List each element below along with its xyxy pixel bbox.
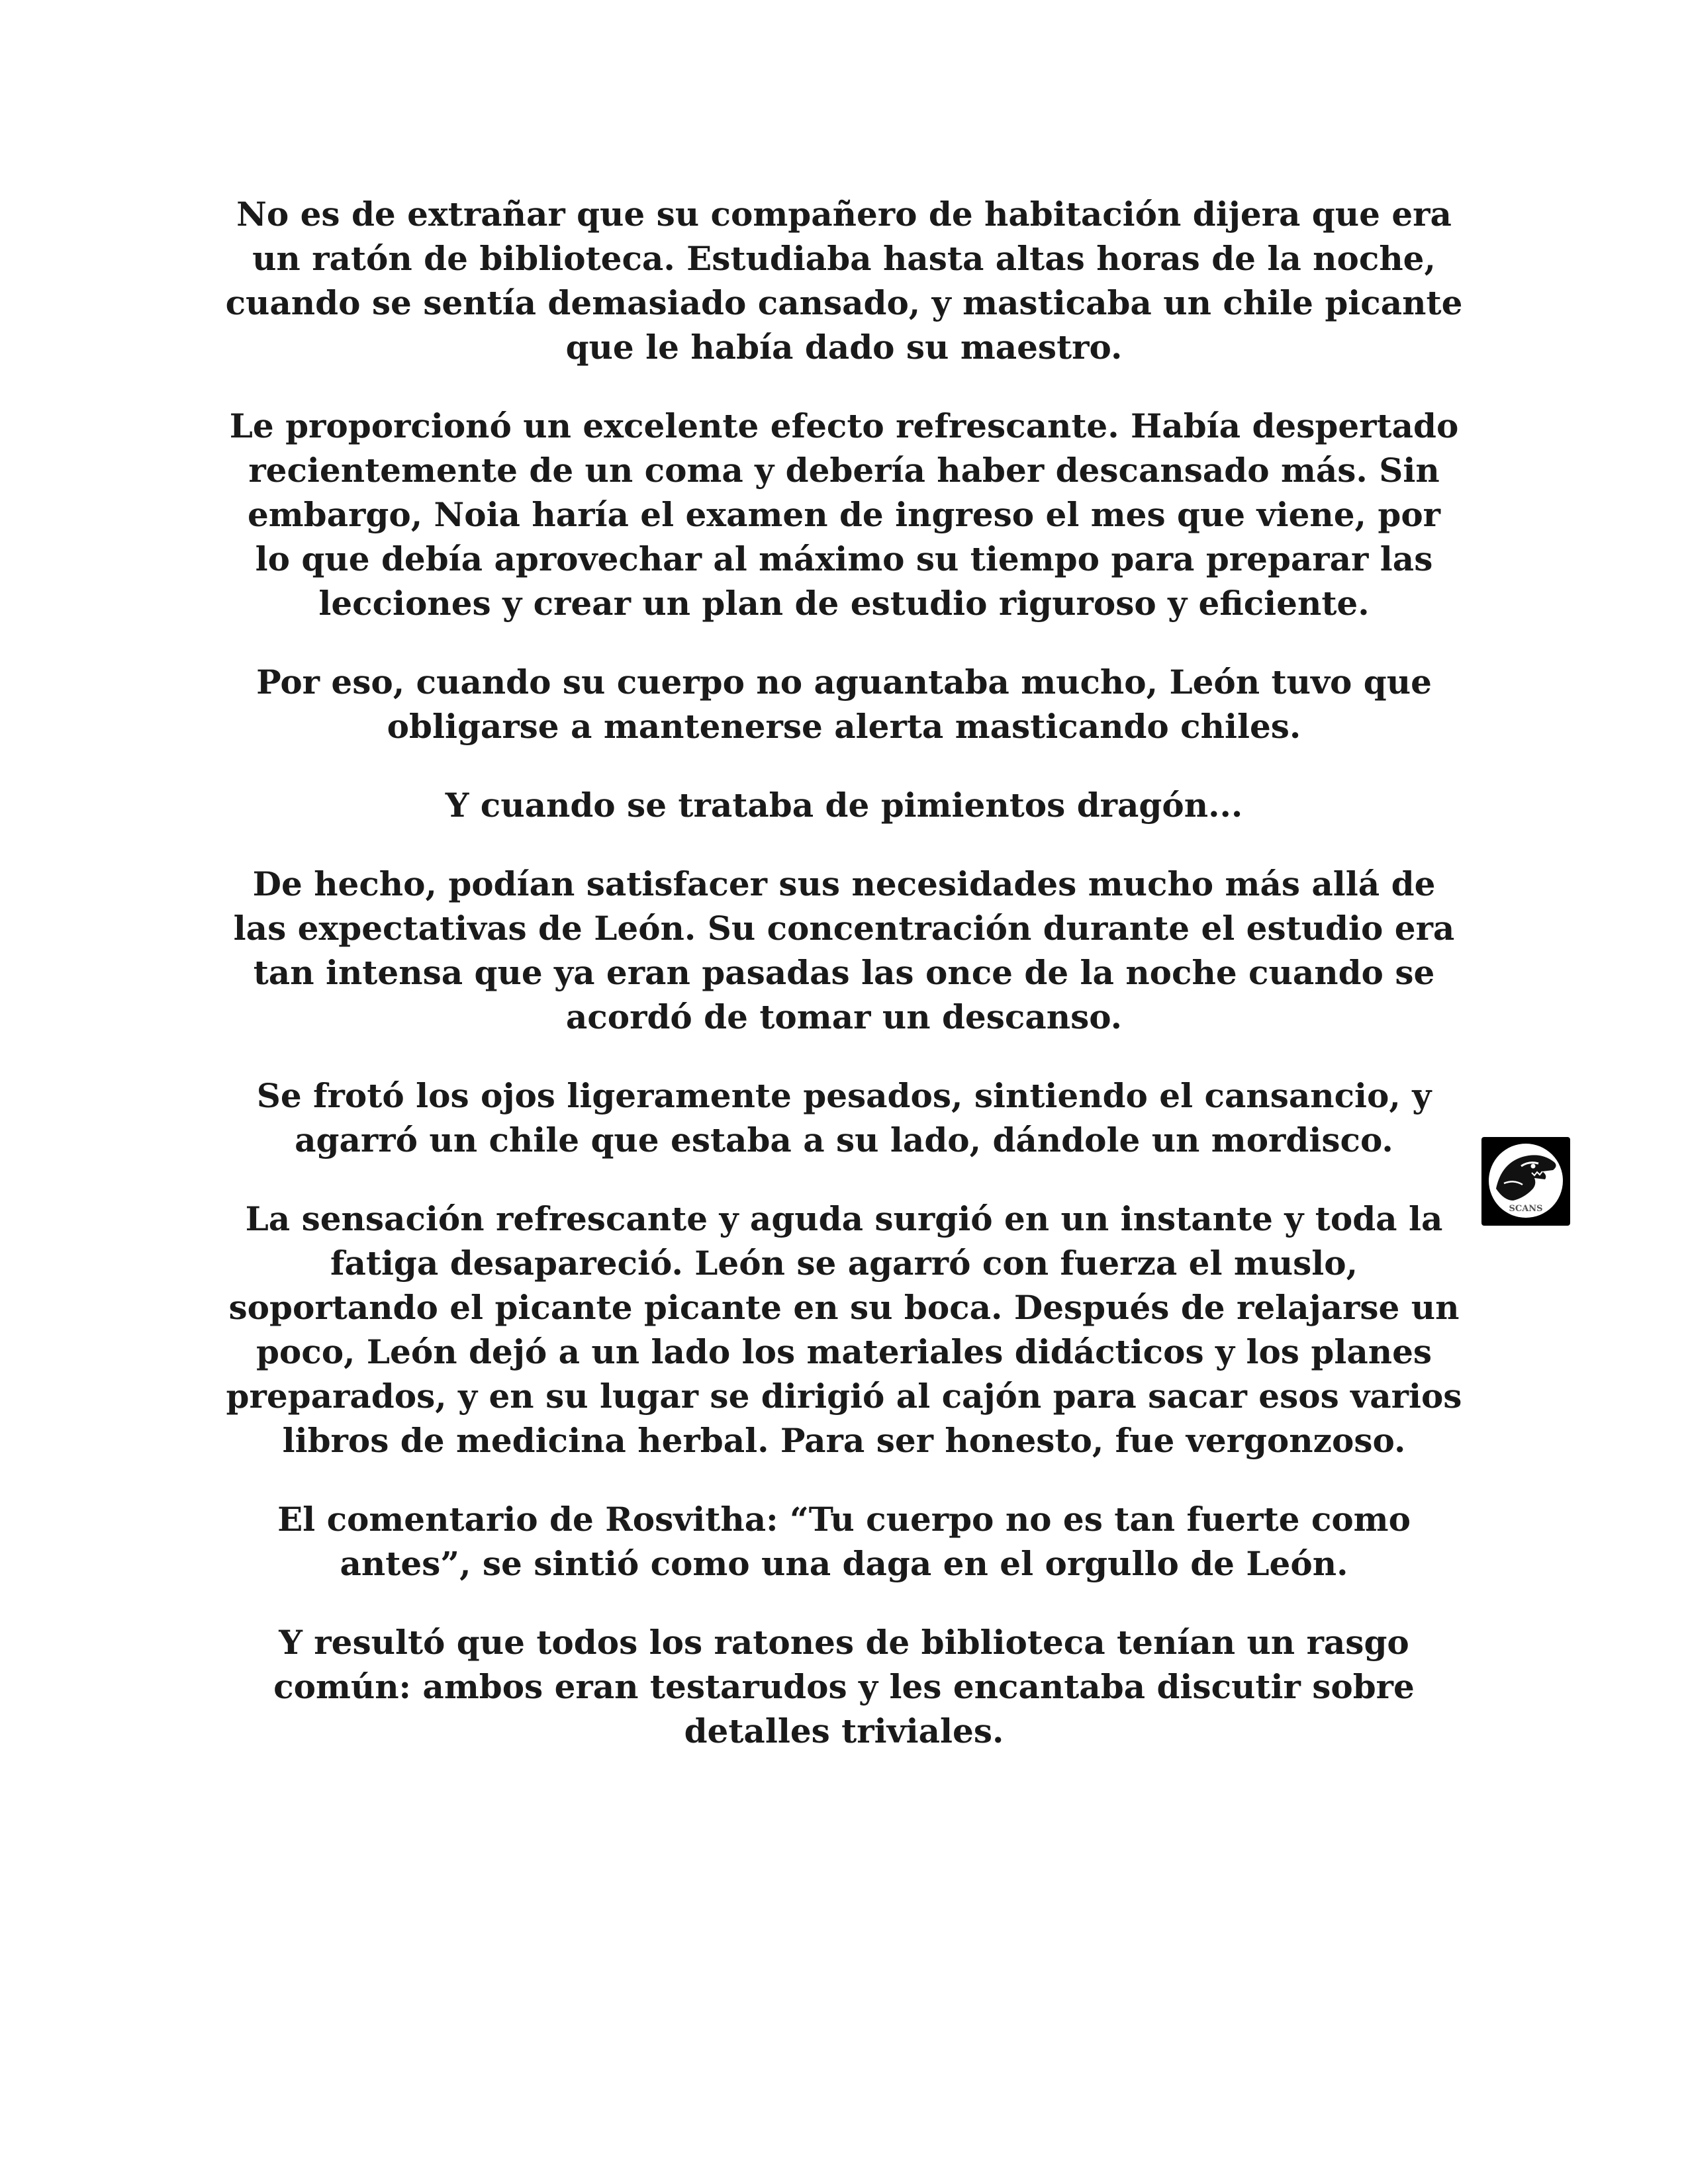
- watermark-text: SCANS: [1509, 1204, 1543, 1214]
- paragraph-3: Por eso, cuando su cuerpo no aguantaba mucho, León tuvo que obligarse a mantenerse alerta masticando chiles.: [256, 662, 1432, 746]
- paragraph-6: Se frotó los ojos ligeramente pesados, sintiendo el cansancio, y agarró un chile que estaba a su lado, dándole un mordisco.: [256, 1076, 1432, 1160]
- paragraph-5: De hecho, podían satisfacer sus necesidades mucho más allá de las expectativas de León. Su concentración durante el estudio era tan intensa que ya eran pasadas las once de la noche cuando se acordó de tomar un descanso.: [233, 864, 1455, 1036]
- paragraph-4: Y cuando se trataba de pimientos dragón...: [445, 786, 1243, 825]
- paragraph-1: No es de extrañar que su compañero de habitación dijera que era un ratón de biblioteca. Estudiaba hasta altas horas de la noche, cuando se sentía demasiado cansado, y masticaba un chile picante que le había dado su maestro.: [225, 195, 1463, 367]
- paragraph-9: Y resultó que todos los ratones de biblioteca tenían un rasgo común: ambos eran testarudos y les encantaba discutir sobre detalles triviales.: [273, 1623, 1415, 1751]
- paragraph-8: El comentario de Rosvitha: “Tu cuerpo no es tan fuerte como antes”, se sintió como una daga en el orgullo de León.: [277, 1500, 1411, 1583]
- paragraph-7: La sensación refrescante y aguda surgió en un instante y toda la fatiga desapareció. León se agarró con fuerza el muslo, soportando el picante picante en su boca. Después de relajarse un poco, León dejó a un lado los materiales didácticos y los planes preparados, y en su lugar se dirigió al cajón para sacar esos varios libros de medicina herbal. Para ser honesto, fue vergonzoso.: [226, 1199, 1462, 1460]
- dinosaur-logo-icon: [1481, 1137, 1570, 1226]
- scanlation-logo: [1481, 1137, 1570, 1226]
- paragraph-2: Le proporcionó un excelente efecto refrescante. Había despertado recientemente de un coma y debería haber descansado más. Sin embargo, Noia haría el examen de ingreso el mes que viene, por lo que debía aprovechar al máximo su tiempo para preparar las lecciones y crear un plan de estudio riguroso y eficiente.: [229, 406, 1459, 623]
- document-body: [225, 192, 1463, 1788]
